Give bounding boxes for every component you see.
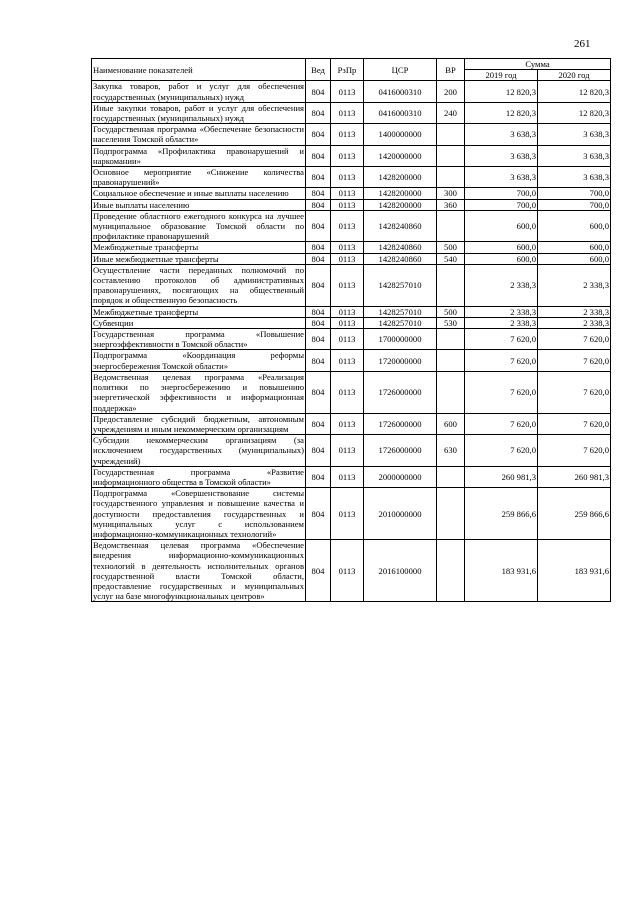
cell-ved: 804 bbox=[306, 540, 331, 602]
cell-ved: 804 bbox=[306, 329, 331, 350]
cell-ved: 804 bbox=[306, 124, 331, 145]
table-row bbox=[92, 145, 611, 166]
table-row bbox=[92, 466, 611, 487]
cell-ved: 804 bbox=[306, 435, 331, 467]
cell-csr: 1428200000 bbox=[364, 199, 437, 210]
cell-2020: 3 638,3 bbox=[538, 124, 611, 145]
cell-2020: 7 620,0 bbox=[538, 329, 611, 350]
cell-vr: 240 bbox=[437, 102, 465, 123]
cell-name: Предоставление субсидий бюджетным, автономным учреждениям и иным некоммерческим организациям bbox=[93, 413, 304, 434]
cell-2019: 2 338,3 bbox=[465, 306, 538, 317]
table-row bbox=[92, 350, 611, 371]
table-row bbox=[92, 317, 611, 328]
cell-rzpr: 0113 bbox=[331, 188, 364, 199]
table-row bbox=[92, 188, 611, 199]
cell-vr bbox=[437, 145, 465, 166]
cell-name: Межбюджетные трансферты bbox=[92, 306, 306, 317]
cell-csr: 1420000000 bbox=[364, 145, 437, 166]
cell-2019: 260 981,3 bbox=[465, 466, 538, 487]
cell-ved: 804 bbox=[306, 253, 331, 264]
cell-2020: 2 338,3 bbox=[538, 264, 611, 306]
cell-2019: 700,0 bbox=[465, 199, 538, 210]
table-row bbox=[92, 329, 611, 350]
cell-2020: 2 338,3 bbox=[538, 317, 611, 328]
cell-ved: 804 bbox=[306, 199, 331, 210]
cell-rzpr: 0113 bbox=[331, 124, 364, 145]
cell-name: Иные закупки товаров, работ и услуг для обеспечения государственных (муниципальных) нужд bbox=[93, 102, 304, 124]
cell-vr bbox=[437, 210, 465, 242]
cell-2019: 600,0 bbox=[465, 253, 538, 264]
cell-ved: 804 bbox=[306, 242, 331, 253]
header-name: Наименование показателей bbox=[92, 59, 306, 81]
cell-2019: 3 638,3 bbox=[465, 124, 538, 145]
cell-2020: 12 820,3 bbox=[538, 102, 611, 123]
table-row bbox=[92, 253, 611, 264]
table-row bbox=[92, 124, 611, 145]
cell-2020: 12 820,3 bbox=[538, 81, 611, 102]
cell-rzpr: 0113 bbox=[331, 488, 364, 540]
cell-vr: 530 bbox=[437, 317, 465, 328]
cell-2020: 259 866,6 bbox=[538, 488, 611, 540]
table-row bbox=[92, 81, 611, 102]
cell-vr bbox=[437, 350, 465, 371]
cell-csr: 1700000000 bbox=[364, 329, 437, 350]
cell-2020: 183 931,6 bbox=[538, 540, 611, 602]
cell-ved: 804 bbox=[306, 188, 331, 199]
cell-2019: 600,0 bbox=[465, 242, 538, 253]
cell-ved: 804 bbox=[306, 210, 331, 242]
cell-rzpr: 0113 bbox=[331, 81, 364, 102]
cell-name: Осуществление части переданных полномочий по составлению протоколов об административных правонарушениях, посягающих на общественный порядок и общественную безопасность bbox=[93, 264, 304, 306]
cell-2019: 183 931,6 bbox=[465, 540, 538, 602]
table-row bbox=[92, 210, 611, 242]
cell-csr: 1720000000 bbox=[364, 350, 437, 371]
cell-vr bbox=[437, 167, 465, 188]
cell-csr: 1726000000 bbox=[364, 413, 437, 434]
cell-2020: 700,0 bbox=[538, 199, 611, 210]
cell-rzpr: 0113 bbox=[331, 253, 364, 264]
cell-rzpr: 0113 bbox=[331, 329, 364, 350]
header-rzpr: РзПр bbox=[331, 59, 364, 81]
cell-2019: 3 638,3 bbox=[465, 167, 538, 188]
header-year-2019: 2019 год bbox=[465, 70, 538, 81]
cell-csr: 1428257010 bbox=[364, 306, 437, 317]
cell-vr bbox=[437, 466, 465, 487]
table-body bbox=[92, 81, 611, 602]
cell-csr: 1428257010 bbox=[364, 317, 437, 328]
cell-rzpr: 0113 bbox=[331, 540, 364, 602]
cell-vr: 300 bbox=[437, 188, 465, 199]
cell-csr: 0416000310 bbox=[364, 81, 437, 102]
cell-csr: 2010000000 bbox=[364, 488, 437, 540]
cell-2020: 3 638,3 bbox=[538, 167, 611, 188]
table-row bbox=[92, 306, 611, 317]
cell-rzpr: 0113 bbox=[331, 350, 364, 371]
table-row bbox=[92, 488, 611, 540]
cell-2019: 7 620,0 bbox=[465, 413, 538, 434]
cell-rzpr: 0113 bbox=[331, 435, 364, 467]
cell-2020: 260 981,3 bbox=[538, 466, 611, 487]
cell-name: Государственная программа «Обеспечение безопасности населения Томской области» bbox=[93, 124, 304, 145]
cell-ved: 804 bbox=[306, 102, 331, 123]
cell-ved: 804 bbox=[306, 317, 331, 328]
table-row bbox=[92, 167, 611, 188]
cell-2019: 7 620,0 bbox=[465, 350, 538, 371]
cell-vr: 500 bbox=[437, 306, 465, 317]
cell-vr bbox=[437, 124, 465, 145]
cell-2020: 7 620,0 bbox=[538, 350, 611, 371]
table-row bbox=[92, 264, 611, 306]
cell-2019: 12 820,3 bbox=[465, 102, 538, 123]
cell-rzpr: 0113 bbox=[331, 145, 364, 166]
cell-csr: 1400000000 bbox=[364, 124, 437, 145]
page-number: 261 bbox=[574, 38, 591, 50]
cell-name: Подпрограмма «Координация реформы энергосбережения Томской области» bbox=[93, 350, 304, 371]
cell-csr: 1428200000 bbox=[364, 167, 437, 188]
cell-2020: 600,0 bbox=[538, 210, 611, 242]
cell-ved: 804 bbox=[306, 350, 331, 371]
cell-ved: 804 bbox=[306, 306, 331, 317]
cell-ved: 804 bbox=[306, 167, 331, 188]
cell-csr: 2000000000 bbox=[364, 466, 437, 487]
table-row bbox=[92, 242, 611, 253]
cell-2019: 7 620,0 bbox=[465, 329, 538, 350]
cell-vr bbox=[437, 264, 465, 306]
cell-name: Подпрограмма «Профилактика правонарушений и наркомании» bbox=[93, 145, 304, 166]
cell-rzpr: 0113 bbox=[331, 317, 364, 328]
cell-name: Ведомственная целевая программа «Обеспечение внедрения информационно-коммуникационных технологий в деятельность исполнительных органов государственной власти Томской области, предоставление государственных и муниципальных услуг на базе многофункциональных центров» bbox=[93, 540, 304, 602]
cell-2019: 7 620,0 bbox=[465, 435, 538, 467]
cell-name: Государственная программа «Повышение энергоэффективности в Томской области» bbox=[93, 329, 304, 350]
cell-csr: 0416000310 bbox=[364, 102, 437, 123]
table-row bbox=[92, 435, 611, 467]
cell-rzpr: 0113 bbox=[331, 264, 364, 306]
cell-name: Межбюджетные трансферты bbox=[92, 242, 306, 253]
cell-csr: 1428200000 bbox=[364, 188, 437, 199]
cell-csr: 1428240860 bbox=[364, 253, 437, 264]
table-row bbox=[92, 102, 611, 123]
cell-ved: 804 bbox=[306, 264, 331, 306]
cell-ved: 804 bbox=[306, 466, 331, 487]
cell-ved: 804 bbox=[306, 488, 331, 540]
cell-ved: 804 bbox=[306, 145, 331, 166]
cell-2019: 700,0 bbox=[465, 188, 538, 199]
cell-name: Государственная программа «Развитие информационного общества в Томской области» bbox=[93, 466, 304, 487]
cell-csr: 1428240860 bbox=[364, 242, 437, 253]
cell-2020: 7 620,0 bbox=[538, 435, 611, 467]
cell-2020: 700,0 bbox=[538, 188, 611, 199]
cell-name: Иные выплаты населению bbox=[92, 199, 306, 210]
cell-rzpr: 0113 bbox=[331, 210, 364, 242]
cell-2020: 600,0 bbox=[538, 242, 611, 253]
cell-vr: 600 bbox=[437, 413, 465, 434]
cell-2020: 7 620,0 bbox=[538, 371, 611, 413]
cell-name: Основное мероприятие «Снижение количества правонарушений» bbox=[93, 167, 304, 188]
cell-name: Социальное обеспечение и иные выплаты населению bbox=[92, 188, 306, 199]
cell-rzpr: 0113 bbox=[331, 371, 364, 413]
header-ved: Вед bbox=[306, 59, 331, 81]
cell-rzpr: 0113 bbox=[331, 199, 364, 210]
table-row bbox=[92, 540, 611, 602]
cell-name: Субвенции bbox=[92, 317, 306, 328]
cell-2020: 600,0 bbox=[538, 253, 611, 264]
cell-name: Закупка товаров, работ и услуг для обеспечения государственных (муниципальных) нужд bbox=[93, 81, 304, 102]
cell-vr bbox=[437, 329, 465, 350]
cell-2020: 7 620,0 bbox=[538, 413, 611, 434]
cell-csr: 1428240860 bbox=[364, 210, 437, 242]
header-vr: ВР bbox=[437, 59, 465, 81]
header-csr: ЦСР bbox=[364, 59, 437, 81]
cell-2019: 2 338,3 bbox=[465, 317, 538, 328]
cell-vr bbox=[437, 371, 465, 413]
cell-name: Подпрограмма «Совершенствование системы государственного управления и повышение качества и доступности предоставления государственных и муниципальных услуг с использованием информационно-коммуникационных технологий» bbox=[93, 488, 304, 539]
cell-rzpr: 0113 bbox=[331, 242, 364, 253]
header-sum: Сумма bbox=[465, 59, 611, 70]
cell-ved: 804 bbox=[306, 371, 331, 413]
cell-name: Проведение областного ежегодного конкурса на лучшее муниципальное образование Томской области по профилактике правонарушений bbox=[93, 210, 304, 242]
cell-2019: 600,0 bbox=[465, 210, 538, 242]
cell-2019: 12 820,3 bbox=[465, 81, 538, 102]
cell-vr bbox=[437, 488, 465, 540]
cell-vr: 200 bbox=[437, 81, 465, 102]
cell-vr: 540 bbox=[437, 253, 465, 264]
cell-rzpr: 0113 bbox=[331, 466, 364, 487]
cell-2019: 259 866,6 bbox=[465, 488, 538, 540]
cell-rzpr: 0113 bbox=[331, 102, 364, 123]
cell-rzpr: 0113 bbox=[331, 306, 364, 317]
cell-ved: 804 bbox=[306, 413, 331, 434]
cell-vr: 630 bbox=[437, 435, 465, 467]
header-year-2020: 2020 год bbox=[538, 70, 611, 81]
cell-2019: 3 638,3 bbox=[465, 145, 538, 166]
cell-vr: 360 bbox=[437, 199, 465, 210]
cell-vr bbox=[437, 540, 465, 602]
cell-vr: 500 bbox=[437, 242, 465, 253]
cell-rzpr: 0113 bbox=[331, 413, 364, 434]
cell-csr: 1726000000 bbox=[364, 435, 437, 467]
cell-2019: 2 338,3 bbox=[465, 264, 538, 306]
cell-csr: 1726000000 bbox=[364, 371, 437, 413]
cell-2020: 2 338,3 bbox=[538, 306, 611, 317]
cell-name: Иные межбюджетные трансферты bbox=[92, 253, 306, 264]
cell-2019: 7 620,0 bbox=[465, 371, 538, 413]
cell-csr: 2016100000 bbox=[364, 540, 437, 602]
cell-name: Субсидии некоммерческим организациям (за исключением государственных (муниципальных) учреждений) bbox=[93, 435, 304, 466]
budget-table bbox=[91, 58, 611, 602]
cell-2020: 3 638,3 bbox=[538, 145, 611, 166]
cell-ved: 804 bbox=[306, 81, 331, 102]
cell-name: Ведомственная целевая программа «Реализация политики по энергосбережению и повышению энергетической эффективности и информационная поддержка» bbox=[93, 371, 304, 413]
table-row bbox=[92, 199, 611, 210]
table-row bbox=[92, 371, 611, 413]
cell-rzpr: 0113 bbox=[331, 167, 364, 188]
cell-csr: 1428257010 bbox=[364, 264, 437, 306]
table-row bbox=[92, 413, 611, 434]
